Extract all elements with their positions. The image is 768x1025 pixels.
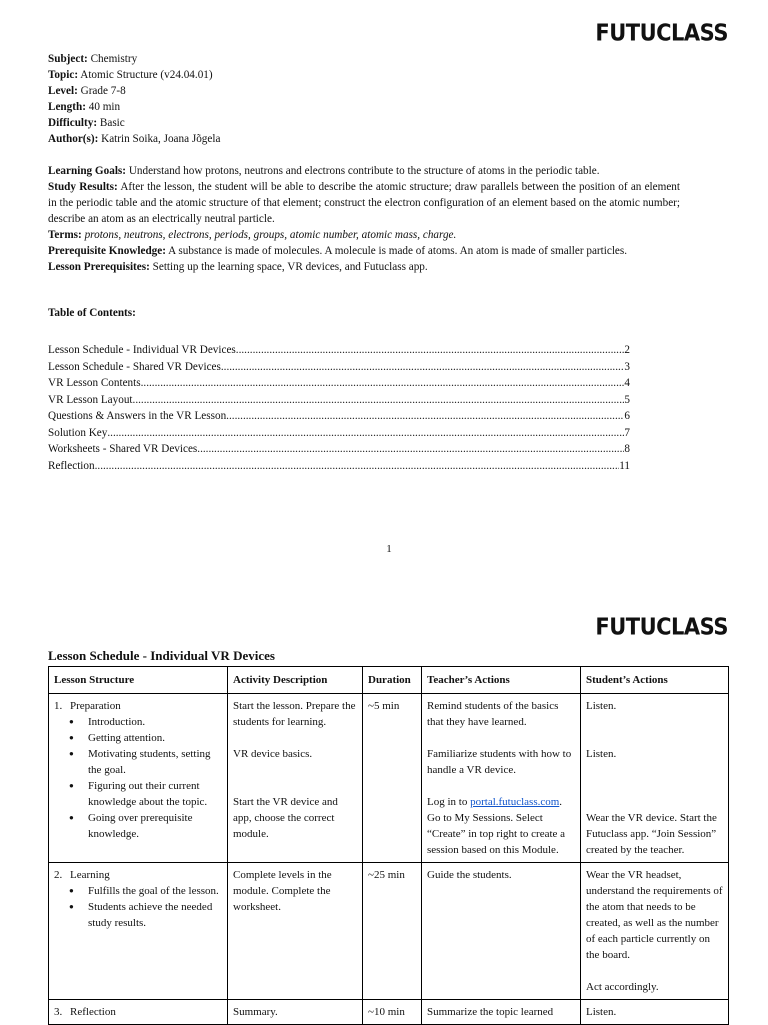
prerequisite-knowledge: Prerequisite Knowledge: A substance is made of molecules. A molecule is made of atoms. An atom is made of smaller particles. bbox=[48, 245, 628, 257]
meta-authors: Author(s): Katrin Soika, Joana Jõgela bbox=[48, 133, 221, 145]
lesson-structure-cell: 1. Preparation ● Introduction. ● Getting attention. ● Motivating students, setting the goal. ● Figuring out their current knowledge about the topic. ● Going over prerequisite knowledge. bbox=[49, 694, 228, 863]
list-item: ● Getting attention. bbox=[88, 730, 222, 746]
table-header-row bbox=[49, 667, 729, 694]
lesson-prerequisites: Lesson Prerequisites: Setting up the learning space, VR devices, and Futuclass app. bbox=[48, 261, 428, 273]
column-header: Teacher’s Actions bbox=[422, 667, 581, 694]
lesson-structure-cell: 3. Reflection bbox=[49, 1000, 228, 1025]
list-item: ● Motivating students, setting the goal. bbox=[88, 746, 222, 778]
futuclass-logo: FUTUCLASS bbox=[595, 20, 728, 46]
lesson-goals bbox=[48, 163, 680, 275]
table-row bbox=[49, 863, 729, 1000]
activity-cell: Start the lesson. Prepare the students for learning. VR device basics. Start the VR device and app, choose the correct module. bbox=[228, 694, 363, 863]
meta-difficulty: Difficulty: Basic bbox=[48, 117, 125, 129]
duration-cell: ~10 min bbox=[363, 1000, 422, 1025]
student-actions-cell: Listen. bbox=[581, 1000, 729, 1025]
column-header: Lesson Structure bbox=[49, 667, 228, 694]
toc-title: Table of Contents: bbox=[48, 307, 136, 319]
toc-item[interactable]: Lesson Schedule - Individual VR Devices ..... 2 bbox=[48, 342, 630, 359]
meta-subject: Subject: Chemistry bbox=[48, 53, 138, 65]
learning-goals: Learning Goals: Understand how protons, neutrons and electrons contribute to the structure of atoms in the periodic table. bbox=[48, 165, 600, 177]
lesson-meta bbox=[48, 51, 220, 147]
portal-link[interactable]: portal.futuclass.com bbox=[470, 796, 560, 808]
document-page-2 bbox=[0, 580, 768, 1024]
list-item: ● Figuring out their current knowledge about the topic. bbox=[88, 778, 222, 810]
student-actions-cell: Listen. Listen. Wear the VR device. Start the Futuclass app. “Join Session” created by the teacher. bbox=[581, 694, 729, 863]
toc-item[interactable]: Worksheets - Shared VR Devices ..... 8 bbox=[48, 441, 630, 458]
duration-cell: ~25 min bbox=[363, 863, 422, 1000]
lesson-schedule-table bbox=[48, 666, 729, 1025]
teacher-actions-cell: Summarize the topic learned bbox=[422, 1000, 581, 1025]
activity-cell: Summary. bbox=[228, 1000, 363, 1025]
toc-item[interactable]: VR Lesson Contents ..... 4 bbox=[48, 375, 630, 392]
student-actions-cell: Wear the VR headset, understand the requirements of the atom that needs to be created, as well as the number of each particle currently on the board. Act accordingly. bbox=[581, 863, 729, 1000]
duration-cell: ~5 min bbox=[363, 694, 422, 863]
list-item: ● Students achieve the needed study results. bbox=[88, 899, 222, 931]
schedule-title: Lesson Schedule - Individual VR Devices bbox=[48, 648, 275, 663]
list-item: ● Going over prerequisite knowledge. bbox=[88, 810, 222, 842]
column-header: Activity Description bbox=[228, 667, 363, 694]
toc-item[interactable]: Lesson Schedule - Shared VR Devices ..... 3 bbox=[48, 359, 630, 376]
meta-topic: Topic: Atomic Structure (v24.04.01) bbox=[48, 69, 213, 81]
list-item: ● Introduction. bbox=[88, 714, 222, 730]
study-results: Study Results: After the lesson, the student will be able to describe the atomic structure; draw parallels between the position of an element in the periodic table and the atomic structure of that element; construct the electron configuration of an element based on the atomic number; describe an atom as an electrically neutral particle. bbox=[48, 181, 680, 225]
teacher-actions-cell: Guide the students. bbox=[422, 863, 581, 1000]
column-header: Duration bbox=[363, 667, 422, 694]
table-of-contents bbox=[48, 342, 630, 474]
page-number: 1 bbox=[386, 543, 392, 555]
toc-item[interactable]: Questions & Answers in the VR Lesson ..... 6 bbox=[48, 408, 630, 425]
terms: Terms: protons, neutrons, electrons, periods, groups, atomic number, atomic mass, charge. bbox=[48, 229, 457, 241]
table-row bbox=[49, 1000, 729, 1025]
list-item: ● Fulfills the goal of the lesson. bbox=[88, 883, 222, 899]
toc-item[interactable]: Solution Key ..... 7 bbox=[48, 425, 630, 442]
lesson-structure-cell: 2. Learning ● Fulfills the goal of the lesson. ● Students achieve the needed study results. bbox=[49, 863, 228, 1000]
activity-cell: Complete levels in the module. Complete the worksheet. bbox=[228, 863, 363, 1000]
toc-item[interactable]: VR Lesson Layout ..... 5 bbox=[48, 392, 630, 409]
meta-level: Level: Grade 7-8 bbox=[48, 85, 126, 97]
table-row bbox=[49, 694, 729, 863]
teacher-actions-cell: Remind students of the basics that they have learned. Familiarize students with how to handle a VR device. Log in to portal.futuclass.com. Go to My Sessions. Select “Create” in top right to create a session based on this Module. bbox=[422, 694, 581, 863]
toc-item[interactable]: Reflection ..... 11 bbox=[48, 458, 630, 475]
futuclass-logo: FUTUCLASS bbox=[595, 614, 728, 640]
column-header: Student’s Actions bbox=[581, 667, 729, 694]
meta-length: Length: 40 min bbox=[48, 101, 121, 113]
